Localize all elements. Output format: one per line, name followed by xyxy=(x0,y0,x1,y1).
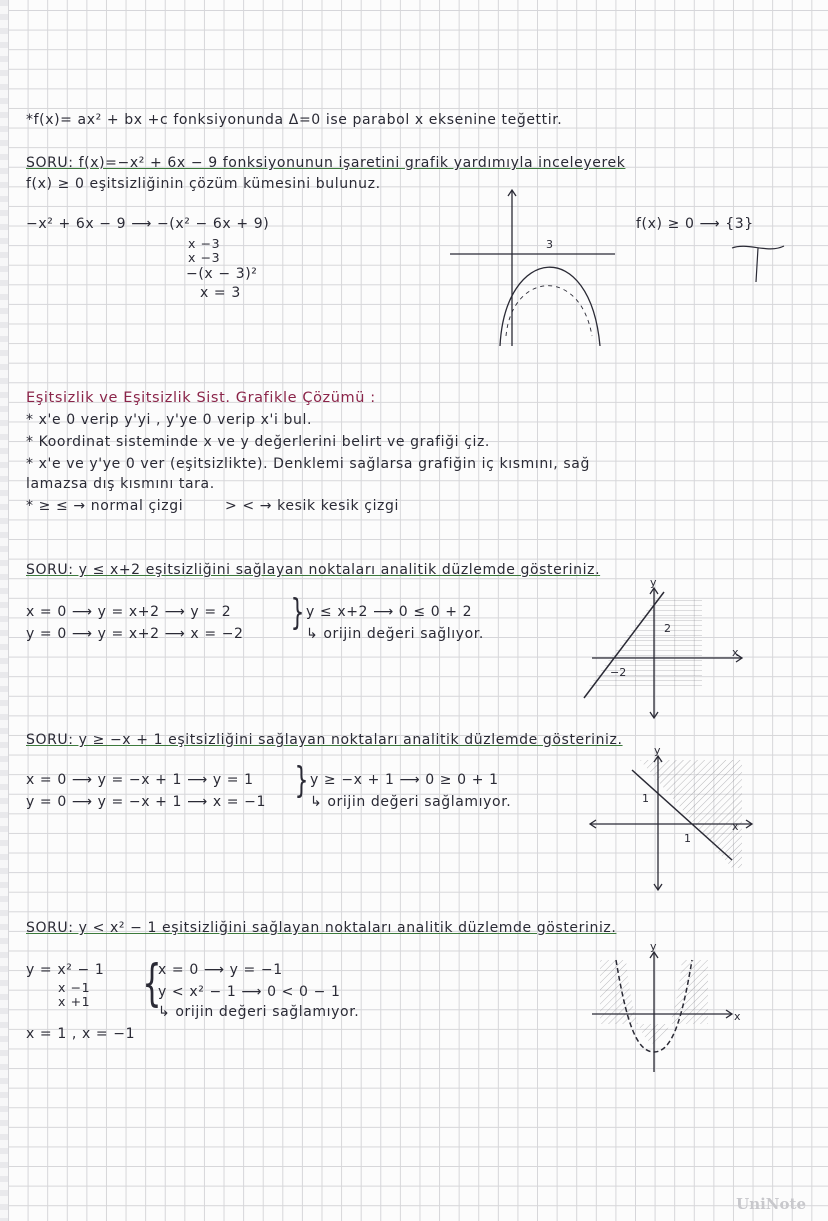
q3-graph xyxy=(582,744,762,896)
q2-label-minus2: −2 xyxy=(610,666,627,679)
q4-y-label: y xyxy=(650,940,657,953)
section-bullet-1: * x'e 0 verip y'yi , y'ye 0 verip x'i bul. xyxy=(26,412,313,428)
q2-y-label: y xyxy=(650,576,657,589)
q2-check1: y ≤ x+2 ⟶ 0 ≤ 0 + 2 xyxy=(306,604,473,620)
q1-answer: f(x) ≥ 0 ⟶ {3} xyxy=(636,216,754,232)
q3-x-label: x xyxy=(732,820,739,833)
q3-line1: SORU: y ≥ −x + 1 eşitsizliğini sağlayan noktaları analitik düzlemde gösteriniz. xyxy=(26,732,623,748)
q4-check1: x = 0 ⟶ y = −1 xyxy=(158,962,283,978)
q4-x-label: x xyxy=(734,1010,741,1023)
section-bullet-2: * Koordinat sisteminde x ve y değerlerini belirt ve grafiği çiz. xyxy=(26,434,490,450)
q3-check2: ↳ orijin değeri sağlamıyor. xyxy=(310,794,512,810)
q2-brace: } xyxy=(290,592,305,633)
q1-graph-label: 3 xyxy=(546,238,553,251)
q1-line2: f(x) ≥ 0 eşitsizliğinin çözüm kümesini bulunuz. xyxy=(26,176,381,192)
q2-label-2: 2 xyxy=(664,622,671,635)
q3-shaded-region xyxy=(640,760,742,868)
q1-line1: SORU: f(x)=−x² + 6x − 9 fonksiyonunun işaretini grafik yardımıyla inceleyerek xyxy=(26,155,626,171)
q4-graph xyxy=(586,940,756,1080)
q1-work5: x = 3 xyxy=(200,285,241,301)
section-bullet-5a: * ≥ ≤ → normal çizgi xyxy=(26,498,184,514)
q1-graph xyxy=(440,186,620,356)
q1-work4: −(x − 3)² xyxy=(186,266,258,282)
q4-work2: x −1 xyxy=(58,980,91,995)
q4-check2: y < x² − 1 ⟶ 0 < 0 − 1 xyxy=(158,984,341,1000)
q1-answer-underline xyxy=(728,238,788,288)
q1-work2: x −3 xyxy=(188,236,221,251)
rule-line: *f(x)= ax² + bx +c fonksiyonunda Δ=0 ise parabol x eksenine teğettir. xyxy=(26,112,563,128)
q2-shaded-region xyxy=(586,600,702,690)
q3-y-label: y xyxy=(654,744,661,757)
q2-line1: SORU: y ≤ x+2 eşitsizliğini sağlayan noktaları analitik düzlemde gösteriniz. xyxy=(26,562,601,578)
q4-line1: SORU: y < x² − 1 eşitsizliğini sağlayan noktaları analitik düzlemde gösteriniz. xyxy=(26,920,617,936)
q4-brace: { xyxy=(142,954,162,1012)
brand-watermark: UniNote xyxy=(736,1195,806,1213)
section-title: Eşitsizlik ve Eşitsizlik Sist. Grafikle Çözümü : xyxy=(26,390,376,406)
q3-label-1b: 1 xyxy=(684,832,691,845)
q4-work3: x +1 xyxy=(58,994,91,1009)
q2-graph xyxy=(582,576,752,720)
q2-work1: x = 0 ⟶ y = x+2 ⟶ y = 2 xyxy=(26,604,232,620)
section-bullet-5b: > < → kesik kesik çizgi xyxy=(225,498,399,514)
q3-work2: y = 0 ⟶ y = −x + 1 ⟶ x = −1 xyxy=(26,794,266,810)
q4-work4: x = 1 , x = −1 xyxy=(26,1026,136,1042)
section-bullet-4: lamazsa dış kısmını tara. xyxy=(26,476,215,492)
q3-label-1a: 1 xyxy=(642,792,649,805)
q1-parabola xyxy=(500,267,600,346)
q3-work1: x = 0 ⟶ y = −x + 1 ⟶ y = 1 xyxy=(26,772,254,788)
q4-check3: ↳ orijin değeri sağlamıyor. xyxy=(158,1004,360,1020)
q2-work2: y = 0 ⟶ y = x+2 ⟶ x = −2 xyxy=(26,626,244,642)
q4-work1: y = x² − 1 xyxy=(26,962,105,978)
section-bullet-3: * x'e ve y'ye 0 ver (eşitsizlikte). Denklemi sağlarsa grafiğin iç kısmını, sağ xyxy=(26,456,590,472)
q1-work3: x −3 xyxy=(188,250,221,265)
q1-work1: −x² + 6x − 9 ⟶ −(x² − 6x + 9) xyxy=(26,216,270,232)
q1-inner-hatch xyxy=(506,286,592,336)
q2-check2: ↳ orijin değeri sağlıyor. xyxy=(306,626,484,642)
notebook-binding xyxy=(0,0,8,1221)
q3-check1: y ≥ −x + 1 ⟶ 0 ≥ 0 + 1 xyxy=(310,772,499,788)
q3-brace: } xyxy=(294,760,309,801)
q2-x-label: x xyxy=(732,646,739,659)
